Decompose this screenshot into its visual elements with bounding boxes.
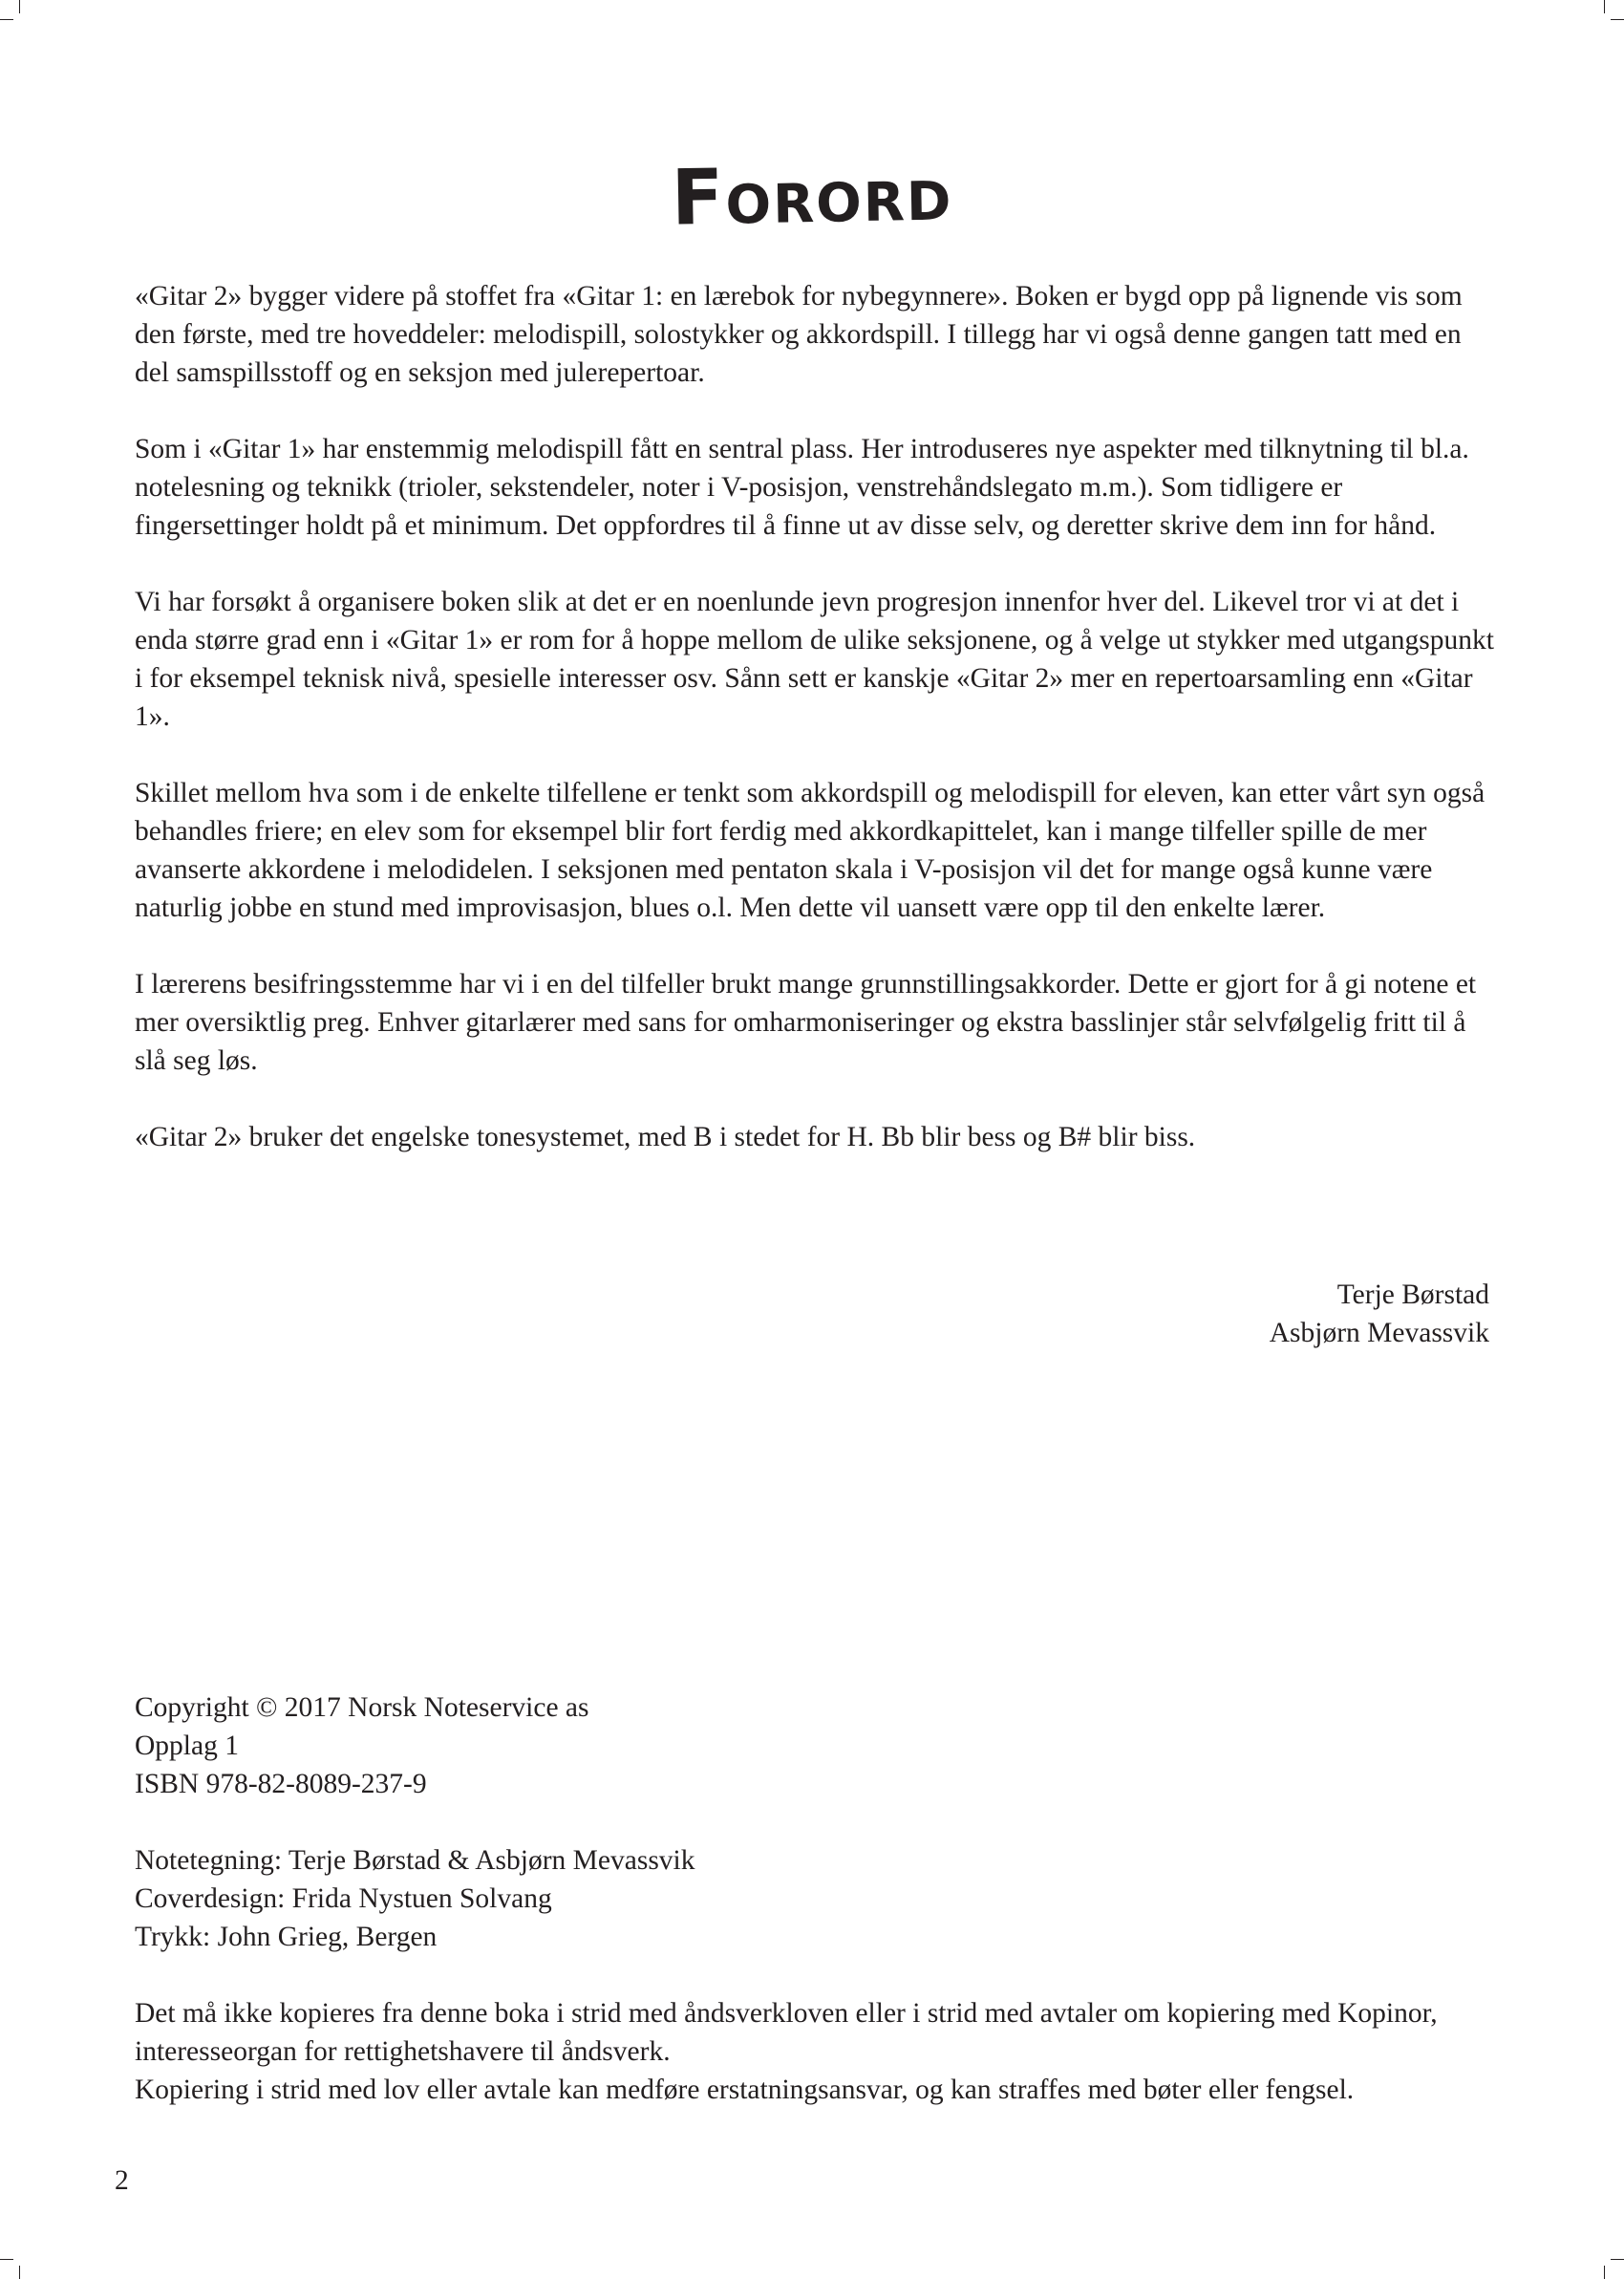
crop-mark [19,2266,20,2279]
paragraph: Som i «Gitar 1» har enstemmig melodispill fått en sentral plass. Her introduseres nye aspekter med tilknytning til bl.a. notelesning og teknikk (trioler, sekstendeler, noter i V-posisjon, venstrehåndslegato m.m.). Som tidligere er fingersettinger holdt på et minimum. Det oppfordres til å finne ut av disse selv, og deretter skrive dem inn for hånd. [135,434,1469,541]
author-name: Asbjørn Mevassvik [1269,1318,1489,1348]
legal-text: Kopiering i strid med lov eller avtale kan medføre erstatningsansvar, og kan straffes med bøter eller fengsel. [135,2075,1355,2105]
edition-line: Opplag 1 [135,1731,239,1761]
paragraph: «Gitar 2» bruker det engelske tonesystemet, med B i stedet for H. Bb blir bess og B# blir biss. [135,1122,1196,1152]
crop-mark [1604,0,1605,13]
crop-mark [1611,2259,1624,2260]
colophon [135,1688,1501,2147]
foreword-body [135,277,1501,1194]
paragraph: Vi har forsøkt å organisere boken slik at det er en noenlunde jevn progresjon innenfor hver del. Likevel tror vi at det i enda større grad enn i «Gitar 1» er rom for å hoppe mellom de ulike seksjonene, og å velge ut stykker med utgangspunkt i for eksempel teknisk nivå, spesielle interesser osv. Sånn sett er kanskje «Gitar 2» mer en repertoarsamling enn «Gitar 1». [135,587,1494,732]
cover-credit: Coverdesign: Frida Nystuen Solvang [135,1883,552,1914]
legal-notice [135,1994,1501,2109]
crop-mark [0,19,13,20]
crop-mark [1604,2266,1605,2279]
print-credit: Trykk: John Grieg, Bergen [135,1922,438,1952]
crop-mark [19,0,20,13]
credits [135,1841,1501,1956]
publication-info [135,1688,1501,1803]
author-name: Terje Børstad [1336,1279,1489,1310]
notation-credit: Notetegning: Terje Børstad & Asbjørn Mevassvik [135,1845,695,1876]
paragraph: «Gitar 2» bygger videre på stoffet fra «Gitar 1: en lærebok for nybegynnere». Boken er bygd opp på lignende vis som den første, med tre hoveddeler: melodispill, solostykker og akkordspill. I tillegg har vi også denne gangen tatt med en del samspillsstoff og en seksjon med julerepertoar. [135,281,1463,388]
page-title: Forord [670,148,954,243]
copyright-line: Copyright © 2017 Norsk Noteservice as [135,1692,589,1723]
crop-mark [1611,19,1624,20]
page-number: 2 [115,2165,129,2196]
crop-mark [0,2259,13,2260]
isbn-line: ISBN 978-82-8089-237-9 [135,1769,427,1799]
paragraph: I lærerens besifringsstemme har vi i en del tilfeller brukt mange grunnstillingsakkorder. Dette er gjort for å gi notene et mer oversiktlig preg. Enhver gitarlærer med sans for omharmoniseringer og ekstra basslinjer står selvfølgelig fritt til å slå seg løs. [135,969,1477,1076]
signature [1270,1276,1489,1352]
legal-text: Det må ikke kopieres fra denne boka i strid med åndsverkloven eller i strid med avtaler om kopiering med Kopinor, interesseorgan for rettighetshavere til åndsverk. [135,1998,1438,2067]
paragraph: Skillet mellom hva som i de enkelte tilfellene er tenkt som akkordspill og melodispill for eleven, kan etter vårt syn også behandles friere; en elev som for eksempel blir fort ferdig med akkordkapittelet, kan i mange tilfeller spille de mer avanserte akkordene i melodidelen. I seksjonen med pentaton skala i V-posisjon vil det for mange også kunne være naturlig jobbe en stund med improvisasjon, blues o.l. Men dette vil uansett være opp til den enkelte lærer. [135,778,1485,923]
